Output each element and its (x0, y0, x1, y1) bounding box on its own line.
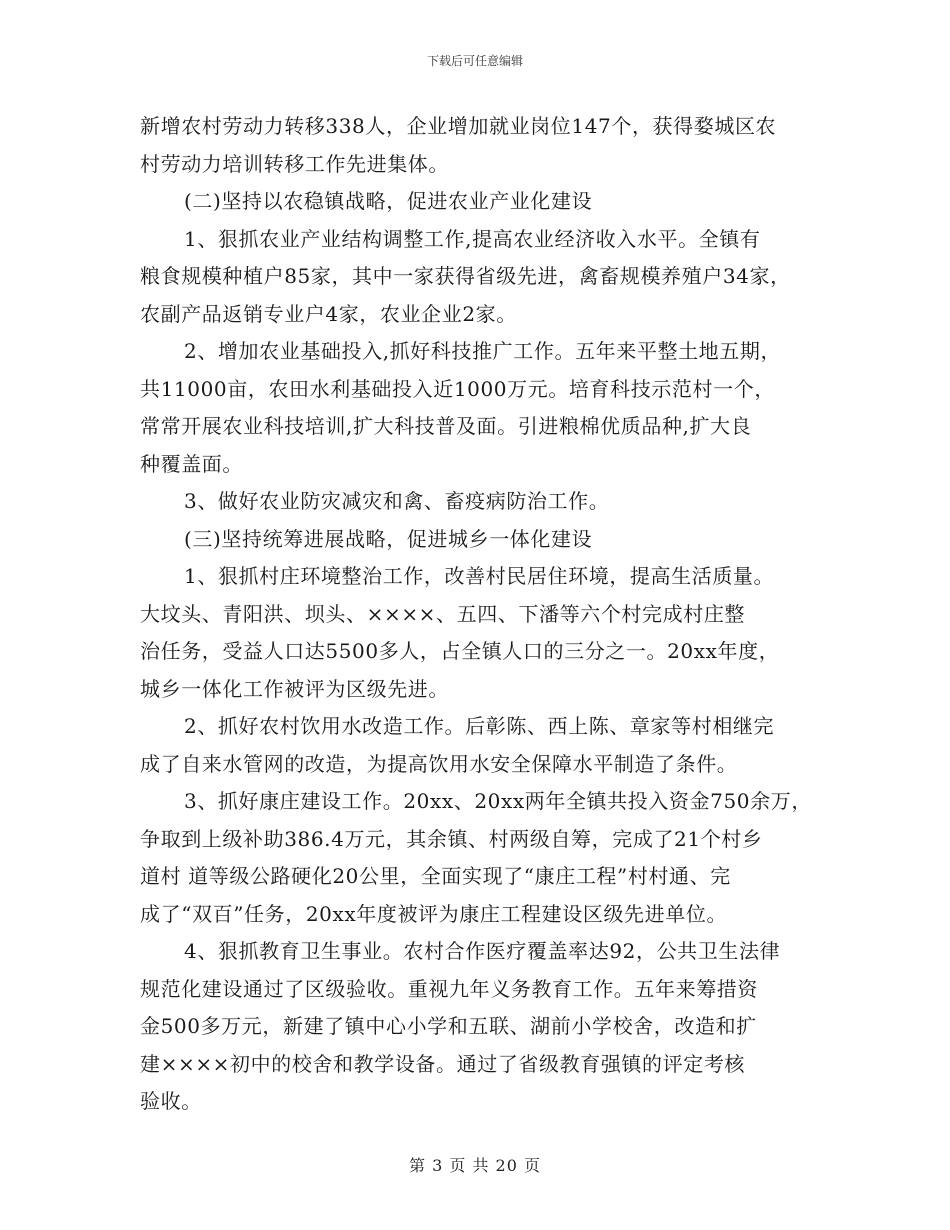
text-line: (二)坚持以农稳镇战略，促进农业产业化建设 (184, 189, 593, 213)
text-line: 治任务，受益人口达5500多人，占全镇人口的三分之一。20xx年度， (140, 639, 780, 663)
page-footer: 第 3 页 共 20 页 (409, 1156, 541, 1175)
text-line: 3、做好农业防灾减灾和禽、畜疫病防治工作。 (184, 489, 610, 513)
text-line: 共11000亩，农田水利基础投入近1000万元。培育科技示范村一个， (140, 376, 775, 401)
text-line: 验收。 (140, 1089, 202, 1113)
text-line: 新增农村劳动力转移338人，企业增加就业岗位147个，获得婺城区农 (140, 114, 777, 138)
text-line: 村劳动力培训转移工作先进集体。 (140, 151, 449, 176)
text-line: 城乡一体化工作被评为区级先进。 (140, 676, 449, 701)
text-line: 3、抓好康庄建设工作。20xx、20xx两年全镇共投入资金750余万， (184, 789, 812, 813)
text-line: 常常开展农业科技培训,扩大科技普及面。引进粮棉优质品种,扩大良 (140, 414, 752, 438)
text-line: 道村 道等级公路硬化20公里，全面实现了“康庄工程”村村通、完 (140, 864, 731, 888)
text-line: 大坟头、青阳洪、坝头、××××、五四、下潘等六个村完成村庄整 (140, 601, 746, 626)
text-line: 1、狠抓村庄环境整治工作，改善村民居住环境，提高生活质量。 (184, 564, 775, 588)
text-line: 成了自来水管网的改造，为提高饮用水安全保障水平制造了条件。 (140, 751, 738, 776)
text-line: 农副产品返销专业户4家，农业企业2家。 (140, 301, 517, 326)
text-line: 种覆盖面。 (140, 451, 243, 476)
text-line: 2、增加农业基础投入,抓好科技推广工作。五年来平整土地五期， (184, 339, 782, 363)
text-line: 成了“双百”任务，20xx年度被评为康庄工程建设区级先进单位。 (140, 901, 728, 926)
text-line: 建××××初中的校舍和教学设备。通过了省级教育强镇的评定考核 (140, 1051, 746, 1076)
text-line: 金500多万元，新建了镇中心小学和五联、湖前小学校舍，改造和扩 (140, 1014, 757, 1038)
text-line: 4、狠抓教育卫生事业。农村合作医疗覆盖率达92，公共卫生法律 (184, 939, 781, 963)
page-header: 下载后可任意编辑 (426, 54, 523, 68)
text-line: 争取到上级补助386.4万元，其余镇、村两级自筹，完成了21个村乡 (140, 826, 763, 851)
text-line: 粮食规模种植户85家，其中一家获得省级先进，禽畜规模养殖户34家， (140, 264, 791, 288)
text-line: (三)坚持统筹进展战略，促进城乡一体化建设 (184, 526, 593, 551)
text-line: 2、抓好农村饮用水改造工作。后彰陈、西上陈、章家等村相继完 (184, 714, 775, 738)
text-line: 规范化建设通过了区级验收。重视九年义务教育工作。五年来筹措资 (140, 976, 758, 1001)
text-line: 1、狠抓农业产业结构调整工作,提高农业经济收入水平。全镇有 (184, 226, 761, 251)
document-body (140, 108, 820, 1121)
